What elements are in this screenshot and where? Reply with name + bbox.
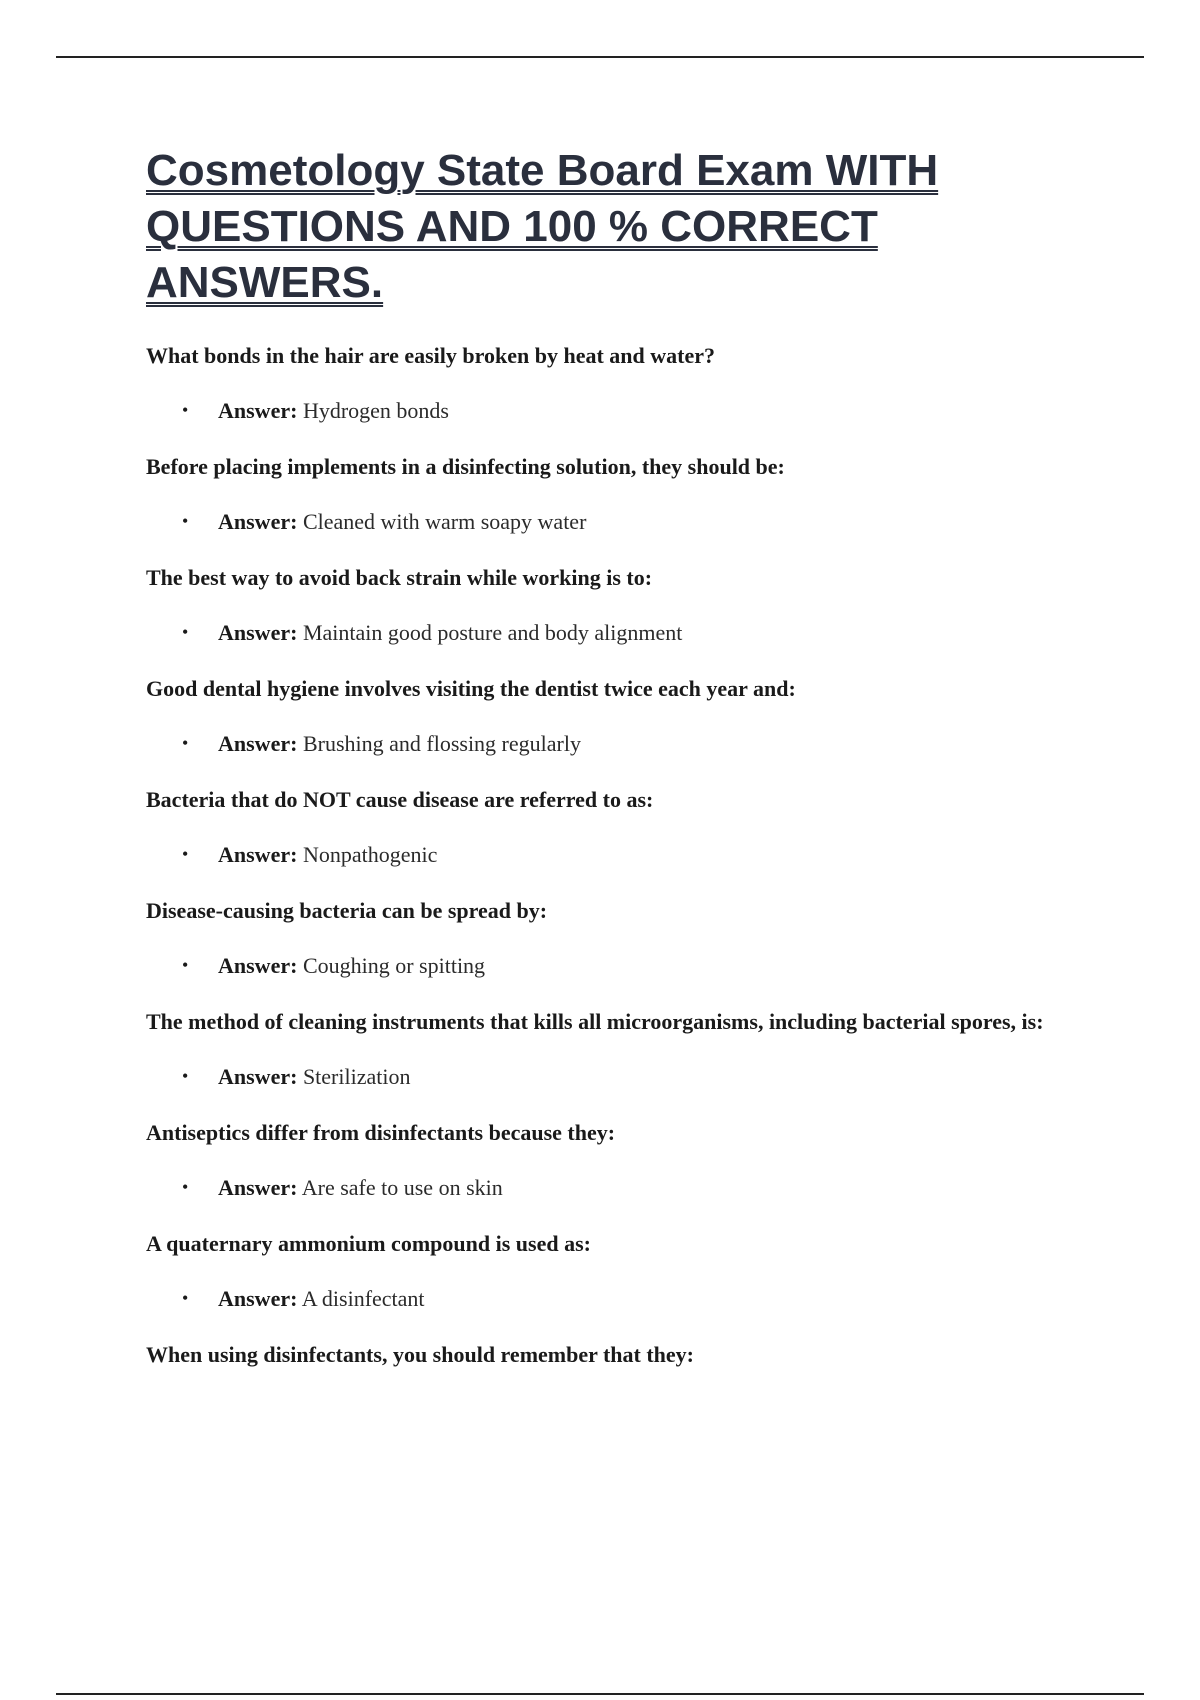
answer-text: Maintain good posture and body alignment xyxy=(302,620,683,645)
answer-label: Answer: xyxy=(218,953,298,978)
answer-label: Answer: xyxy=(218,1064,298,1089)
bullet-icon: • xyxy=(182,1066,189,1086)
answer-item xyxy=(182,840,1046,869)
answer-text: Nonpathogenic xyxy=(302,842,438,867)
question-text: Bacteria that do NOT cause disease are referred to as: xyxy=(146,787,654,812)
answer-item xyxy=(182,951,1046,980)
qa-list xyxy=(146,341,1046,1369)
bullet-icon: • xyxy=(182,400,189,420)
answer-label: Answer: xyxy=(218,620,298,645)
bullet-icon: • xyxy=(182,844,189,864)
answer-label: Answer: xyxy=(218,509,298,534)
answer-item xyxy=(182,1062,1046,1091)
question-text: The best way to avoid back strain while working is to: xyxy=(146,565,653,590)
question-text: Good dental hygiene involves visiting the dentist twice each year and: xyxy=(146,676,796,701)
answer-text: Coughing or spitting xyxy=(302,953,486,978)
document-body xyxy=(146,143,1046,1395)
header-rule xyxy=(56,56,1144,58)
bullet-icon: • xyxy=(182,955,189,975)
question-text: A quaternary ammonium compound is used as: xyxy=(146,1231,591,1256)
question-text: Antiseptics differ from disinfectants because they: xyxy=(146,1120,616,1145)
bullet-icon: • xyxy=(182,1288,189,1308)
answer-item xyxy=(182,1173,1046,1202)
answer-label: Answer: xyxy=(218,731,298,756)
answer-label: Answer: xyxy=(218,1286,298,1311)
question-text: Before placing implements in a disinfecting solution, they should be: xyxy=(146,454,785,479)
answer-item xyxy=(182,396,1046,425)
bullet-icon: • xyxy=(182,511,189,531)
answer-label: Answer: xyxy=(218,1175,298,1200)
question-text: What bonds in the hair are easily broken by heat and water? xyxy=(146,343,716,368)
answer-item xyxy=(182,1284,1046,1313)
answer-text: Cleaned with warm soapy water xyxy=(302,509,587,534)
answer-item xyxy=(182,507,1046,536)
bullet-icon: • xyxy=(182,1177,189,1197)
answer-item xyxy=(182,618,1046,647)
answer-text: A disinfectant xyxy=(301,1286,425,1311)
bullet-icon: • xyxy=(182,622,189,642)
question-text: Disease-causing bacteria can be spread by: xyxy=(146,898,548,923)
document-title: Cosmetology State Board Exam WITH QUESTIONS AND 100 % CORRECT ANSWERS. xyxy=(146,146,939,307)
answer-text: Are safe to use on skin xyxy=(301,1175,503,1200)
footer-rule xyxy=(56,1693,1144,1695)
answer-text: Sterilization xyxy=(302,1064,411,1089)
answer-text: Brushing and flossing regularly xyxy=(302,731,581,756)
answer-label: Answer: xyxy=(218,398,298,423)
question-text: The method of cleaning instruments that kills all microorganisms, including bacterial spores, is: xyxy=(146,1009,1044,1034)
answer-text: Hydrogen bonds xyxy=(302,398,449,423)
bullet-icon: • xyxy=(182,733,189,753)
answer-item xyxy=(182,729,1046,758)
answer-label: Answer: xyxy=(218,842,298,867)
question-text: When using disinfectants, you should remember that they: xyxy=(146,1342,695,1367)
